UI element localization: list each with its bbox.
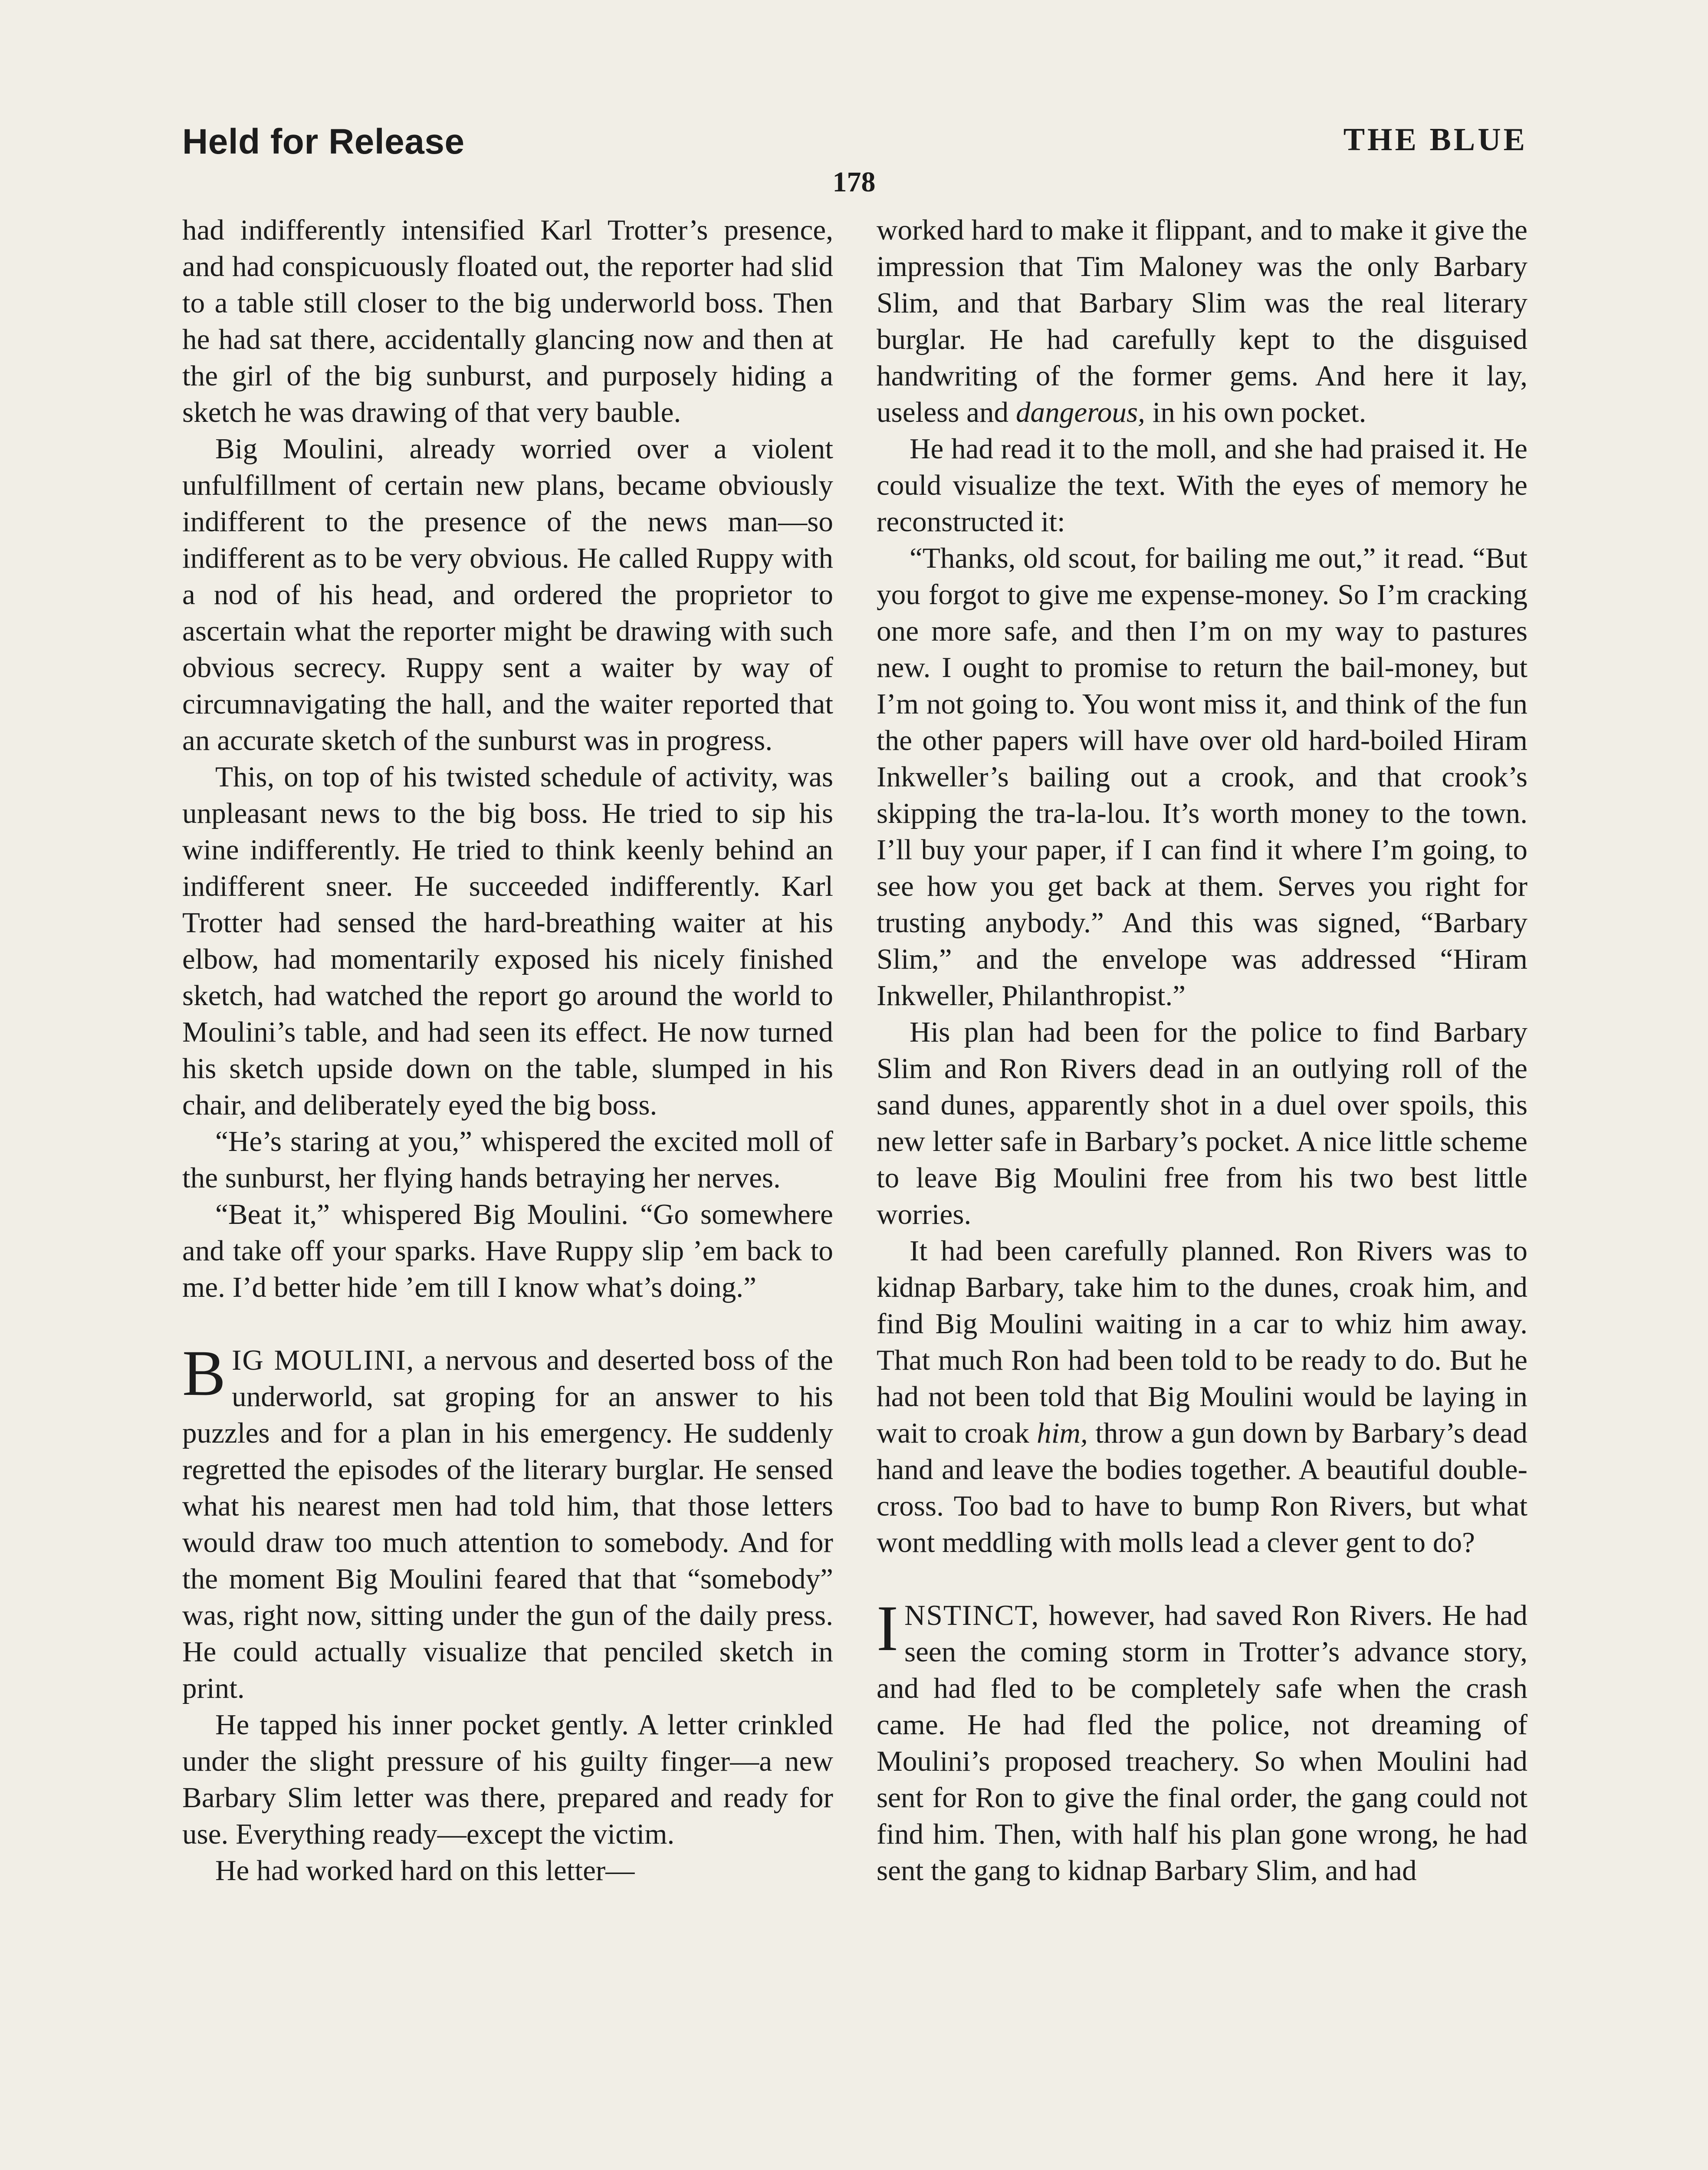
section-text: a nervous and deserted boss of the underworld, sat groping for an answer to his puzzles and for a plan in his emergency. He suddenly regretted the episodes of the literary burglar. He sensed what his nearest men had told him, that those letters would draw too much attention to somebody. And for the moment Big Moulini feared that that “somebody” was, right now, sitting under the gun of the daily press. He could actually visualize that penciled sketch in print. [182,1344,833,1704]
section-text: however, had saved Ron Rivers. He had seen the coming storm in Trotter’s advance story, and had fled to be completely safe when the crash came. He had fled the police, not dreaming of Moulini’s proposed treachery. So when Moulini had sent for Ron to give the final order, the gang could not find him. Then, with half his plan gone wrong, he had sent the gang to kidnap Barbary Slim, and had [877,1599,1527,1887]
text-run: worked hard to make it flippant, and to make it give the impression that Tim Maloney was the only Barbary Slim, and that Barbary Slim was the real literary burglar. He had carefully kept to the disguised handwriting of the former gems. And here it lay, useless and [877,214,1527,428]
text-run: throw a gun down by Barbary’s dead hand and leave the bodies together. A beautiful double-cross. Too bad to have to bump Ron Rivers, but what wont meddling with molls lead a clever gent to do? [877,1417,1528,1558]
magazine-title: THE BLUE [1343,122,1527,158]
italic-text: him, [1037,1417,1088,1449]
paragraph: He had read it to the moll, and she had praised it. He could visualize the text. With the eyes of memory he reconstructed it: [877,432,1527,538]
section-lead-caps: IG MOULINI, [232,1344,415,1376]
paragraph: He tapped his inner pocket gently. A letter crinkled under the slight pressure of his guilty finger—a new Barbary Slim letter was there, prepared and ready for use. Everything ready—except the victim. [182,1708,833,1850]
paragraph: had indifferently intensified Karl Trotter’s presence, and had conspicuously floated out, the reporter had slid to a table still closer to the big underworld boss. Then he had sat there, accidentally glancing now and then at the girl of the big sunburst, and purposely hiding a sketch he was drawing of that very bauble. [182,214,833,428]
paragraph: This, on top of his twisted schedule of activity, was unpleasant news to the big boss. He tried to sip his wine indifferently. He tried to think keenly behind an indifferent sneer. He succeeded indifferently. Karl Trotter had sensed the hard-breathing waiter at his elbow, had momentarily exposed his nicely finished sketch, had watched the report go around the world to Moulini’s table, and had seen its effect. He now turned his sketch upside down on the table, slumped in his chair, and deliberately eyed the big boss. [182,760,833,1121]
paragraph: “Beat it,” whispered Big Moulini. “Go somewhere and take off your sparks. Have Ruppy slip ’em back to me. I’d better hide ’em till I know what’s doing.” [182,1198,833,1303]
left-column [182,212,833,1889]
right-column [877,212,1527,1889]
paragraph: Big Moulini, already worried over a violent unfulfillment of certain new plans, became obviously indifferent to the presence of the news man—so indifferent as to be very obvious. He called Ruppy with a nod of his head, and ordered the proprietor to ascertain what the reporter might be drawing with such obvious secrecy. Ruppy sent a waiter by way of circumnavigating the hall, and the waiter reported that an accurate sketch of the sunburst was in progress. [182,432,833,756]
drop-cap: I [877,1592,898,1664]
paragraph [877,212,1527,431]
section-paragraph [877,1592,1527,1889]
paragraph: “He’s staring at you,” whispered the excited moll of the sunburst, her flying hands betraying her nerves. [182,1125,833,1194]
text-run: It had been carefully planned. Ron Rivers was to kidnap Barbary, take him to the dunes, croak him, and find Big Moulini waiting in a car to whiz him away. That much Ron had been told to be ready to do. But he had not been told that Big Moulini would be laying in wait to croak [877,1234,1527,1449]
italic-text: dangerous, [1015,396,1145,428]
section-lead-caps: NSTINCT, [904,1599,1040,1631]
paragraph [877,1233,1527,1561]
paragraph: His plan had been for the police to find Barbary Slim and Ron Rivers dead in an outlying roll of the sand dunes, apparently shot in a duel over spoils, this new letter safe in Barbary’s pocket. A nice little scheme to leave Big Moulini free from his two best little worries. [877,1016,1527,1230]
text-run: in his own pocket. [1145,396,1366,428]
paragraph: He had worked hard on this letter— [215,1854,635,1887]
story-title: Held for Release [182,122,465,161]
drop-cap: B [182,1337,226,1409]
page-number: 178 [832,166,876,198]
paragraph: “Thanks, old scout, for bailing me out,” it read. “But you forgot to give me expense-money. So I’m cracking one more safe, and then I’m on my way to pastures new. I ought to promise to return the bail-money, but I’m not going to. You wont miss it, and think of the fun the other papers will have over old hard-boiled Hiram Inkweller’s bailing out a crook, and that crook’s skipping the tra-la-lou. It’s worth money to the town. I’ll buy your paper, if I can find it where I’m going, to see how you get back at them. Serves you right for trusting anybody.” And this was signed, “Barbary Slim,” and the envelope was addressed “Hiram Inkweller, Philanthropist.” [877,542,1527,1012]
section-paragraph [182,1337,833,1706]
